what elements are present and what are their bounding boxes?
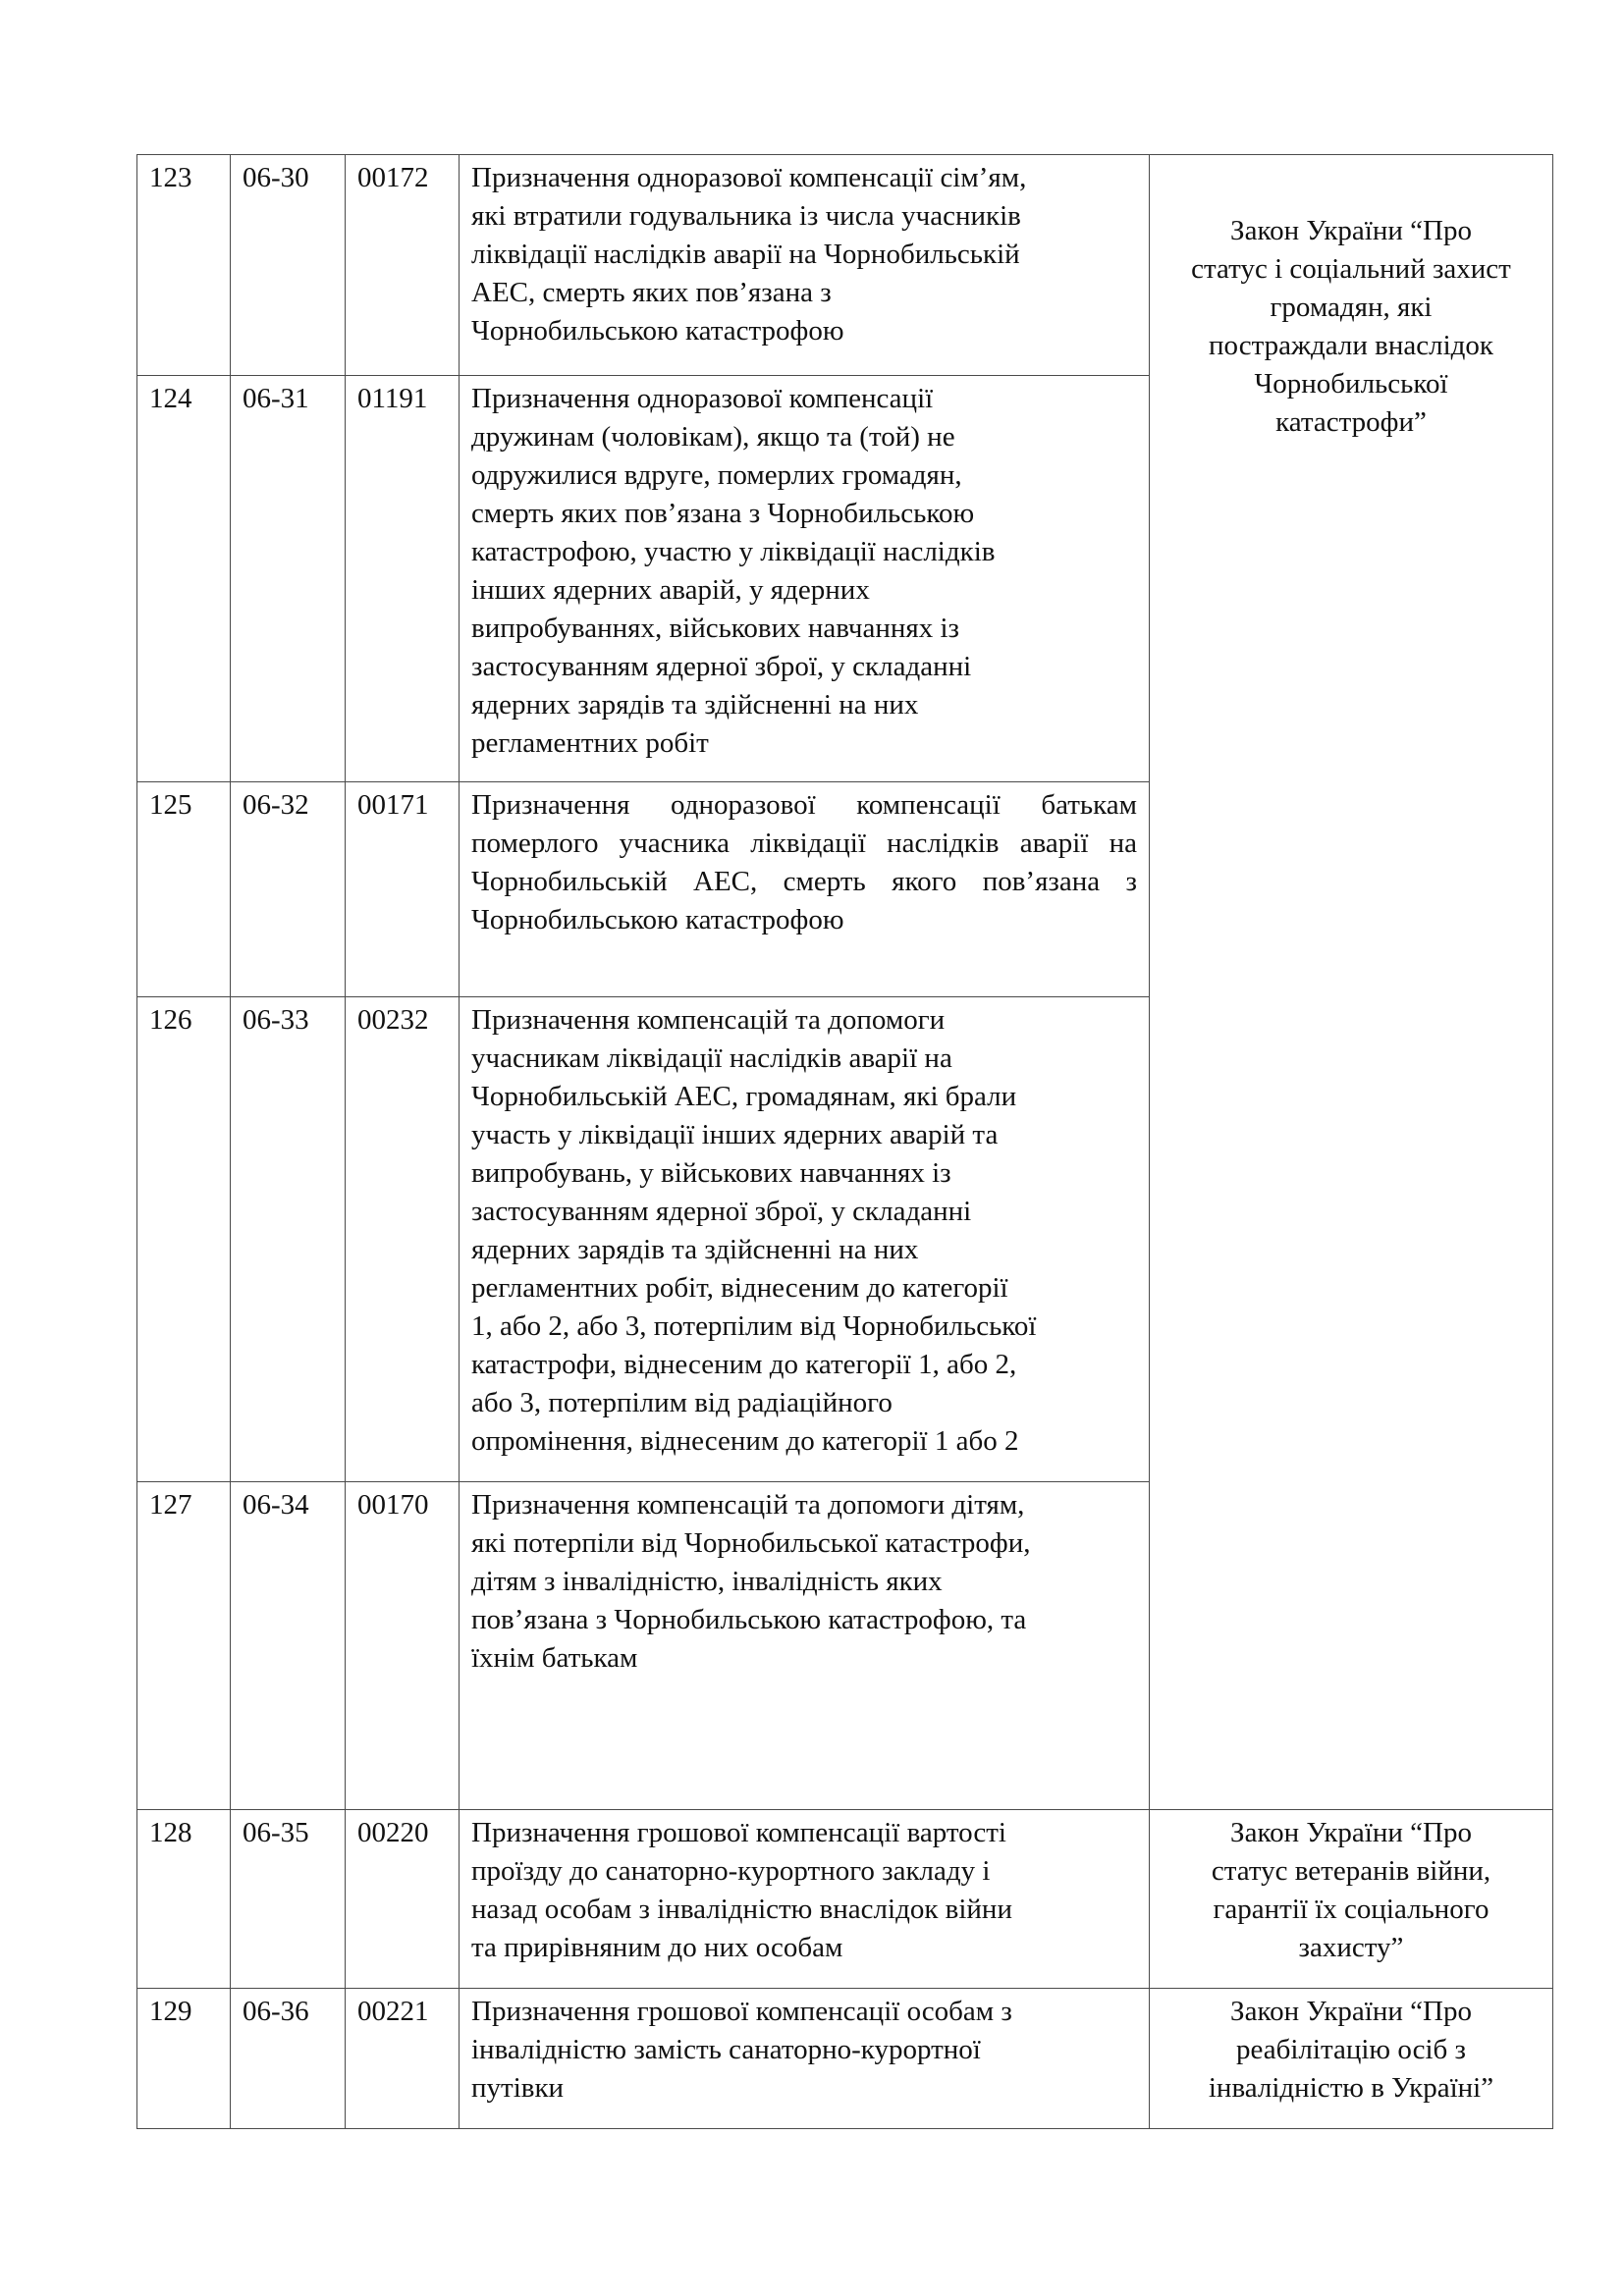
service-code: 06-31 (231, 376, 346, 782)
service-description: Призначення одноразової компенсації батькам померлого учасника ліквідації наслідків аварії на Чорнобильській АЕС, смерть якого пов’язана з Чорнобильською катастрофою (460, 782, 1150, 997)
service-id: 00220 (346, 1810, 460, 1989)
row-number: 129 (137, 1989, 231, 2129)
service-code: 06-36 (231, 1989, 346, 2129)
table-row (137, 155, 1553, 376)
table-row (137, 1989, 1553, 2129)
row-number: 128 (137, 1810, 231, 1989)
row-number: 124 (137, 376, 231, 782)
law-reference-chornobyl: Закон України “Про статус і соціальний захист громадян, які постраждали внаслідок Чорнобильської катастрофи” (1150, 155, 1553, 1810)
law-reference-disabilities: Закон України “Про реабілітацію осіб з інвалідністю в Україні” (1150, 1989, 1553, 2129)
service-id: 00172 (346, 155, 460, 376)
service-description: Призначення компенсацій та допомоги учасникам ліквідації наслідків аварії на Чорнобильській АЕС, громадянам, які брали участь у ліквідації інших ядерних аварій та випробувань, у військових навчаннях із застосуванням ядерної зброї, у складанні ядерних зарядів та здійсненні на них регламентних робіт, віднесеним до категорії 1, або 2, або 3, потерпілим від Чорнобильської катастрофи, віднесеним до категорії 1, або 2, або 3, потерпілим від радіаційного опромінення, віднесеним до категорії 1 або 2 (460, 997, 1150, 1482)
service-description: Призначення компенсацій та допомоги дітям, які потерпіли від Чорнобильської катастрофи, дітям з інвалідністю, інвалідність яких пов’язана з Чорнобильською катастрофою, та їхнім батькам (460, 1482, 1150, 1810)
service-id: 00221 (346, 1989, 460, 2129)
service-code: 06-32 (231, 782, 346, 997)
table-row (137, 1810, 1553, 1989)
row-number: 127 (137, 1482, 231, 1810)
row-number: 125 (137, 782, 231, 997)
service-code: 06-30 (231, 155, 346, 376)
service-description: Призначення грошової компенсації вартості проїзду до санаторно-курортного закладу і назад особам з інвалідністю внаслідок війни та прирівняним до них особам (460, 1810, 1150, 1989)
service-id: 01191 (346, 376, 460, 782)
service-code: 06-35 (231, 1810, 346, 1989)
service-id: 00171 (346, 782, 460, 997)
law-reference-veterans: Закон України “Про статус ветеранів війни, гарантії їх соціального захисту” (1150, 1810, 1553, 1989)
service-code: 06-34 (231, 1482, 346, 1810)
service-id: 00232 (346, 997, 460, 1482)
service-id: 00170 (346, 1482, 460, 1810)
row-number: 123 (137, 155, 231, 376)
services-table (136, 154, 1553, 2129)
service-description: Призначення грошової компенсації особам з інвалідністю замість санаторно-курортної путівки (460, 1989, 1150, 2129)
service-code: 06-33 (231, 997, 346, 1482)
service-description: Призначення одноразової компенсації сім’ям, які втратили годувальника із числа учасників ліквідації наслідків аварії на Чорнобильській АЕС, смерть яких пов’язана з Чорнобильською катастрофою (460, 155, 1150, 376)
service-description: Призначення одноразової компенсації дружинам (чоловікам), якщо та (той) не одружилися вдруге, померлих громадян, смерть яких пов’язана з Чорнобильською катастрофою, участю у ліквідації наслідків інших ядерних аварій, у ядерних випробуваннях, військових навчаннях із застосуванням ядерної зброї, у складанні ядерних зарядів та здійсненні на них регламентних робіт (460, 376, 1150, 782)
row-number: 126 (137, 997, 231, 1482)
